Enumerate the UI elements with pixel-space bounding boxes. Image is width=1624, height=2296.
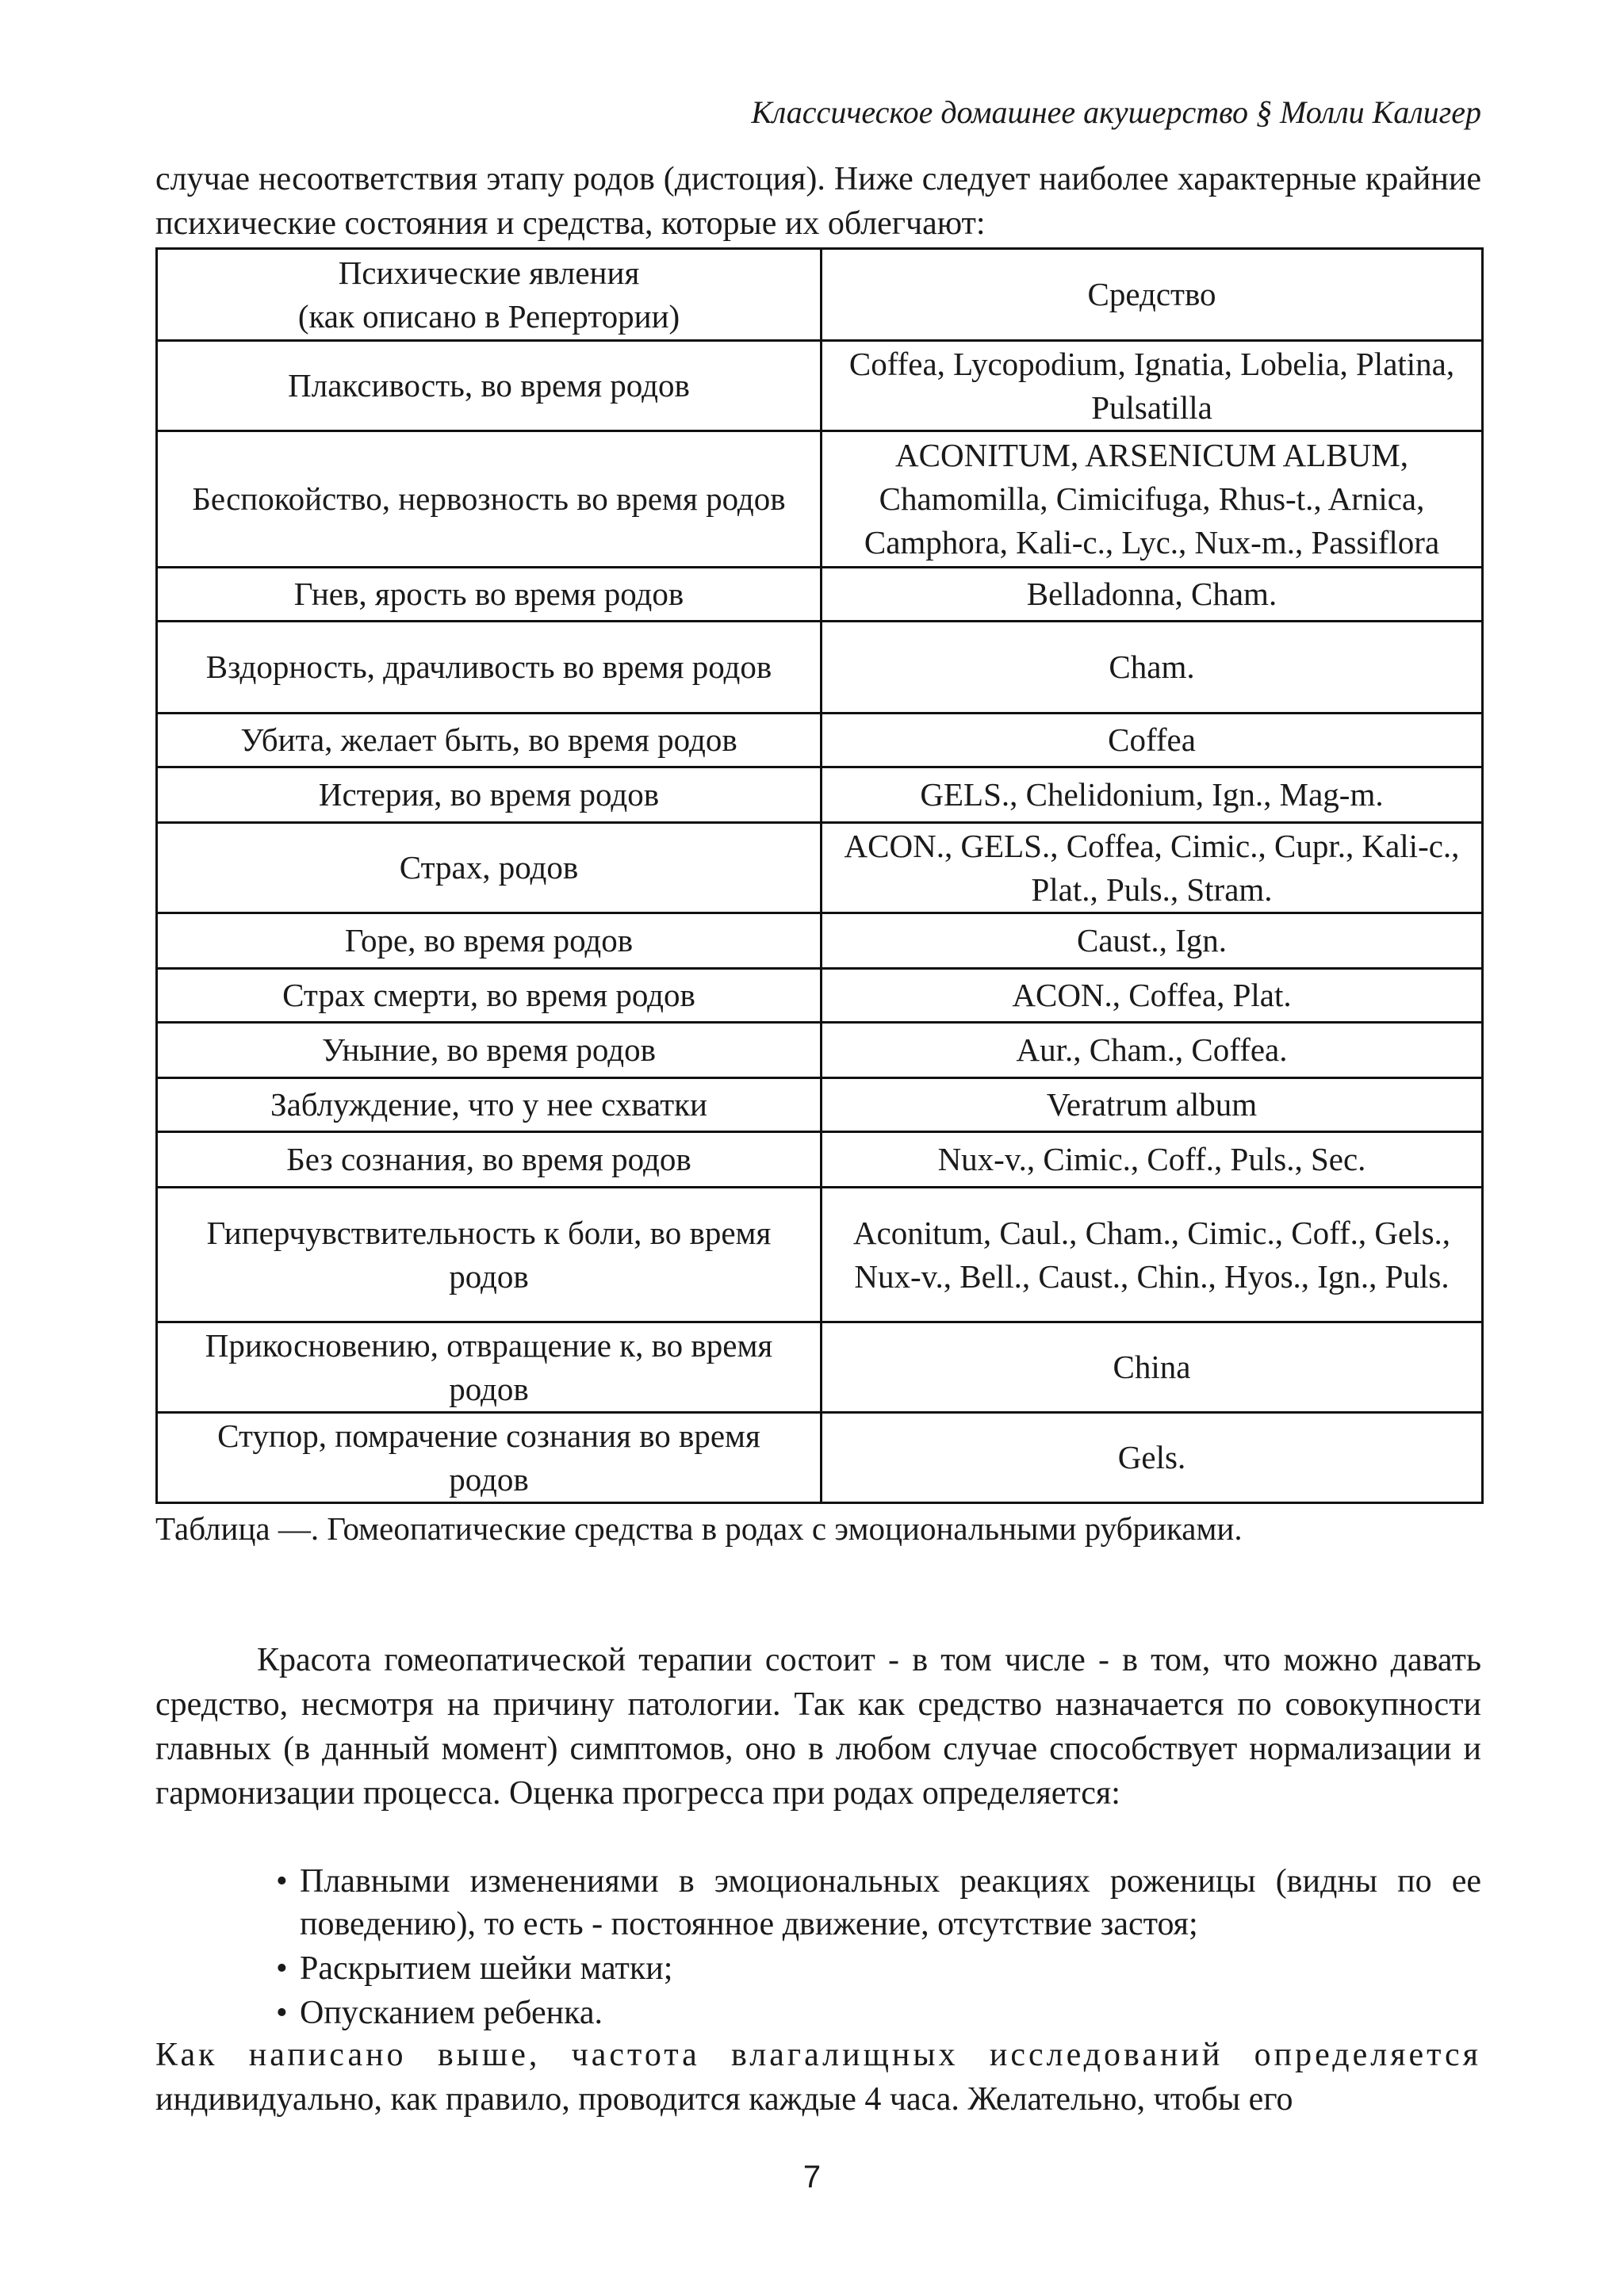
intro-paragraph: случае несоответствия этапу родов (дистоция). Ниже следует наиболее характерные крайние психические состояния и средства, которые их облегчают: bbox=[155, 161, 1481, 242]
symptom-cell: Вздорность, драчливость во время родов bbox=[157, 622, 822, 714]
list-item-text: Раскрытием шейки матки; bbox=[300, 1950, 673, 1987]
body-paragraph: Красота гомеопатической терапии состоит - в том числе - в том, что можно давать средство, несмотря на причину патологии. Так как средство назначается по совокупности главных (в данный момент) симптомов, оно в любом случае способствует нормализации и гармонизации процесса. Оценка прогресса при родах определяется: bbox=[155, 1642, 1481, 1812]
list-item-text: Опусканием ребенка. bbox=[300, 1995, 603, 2031]
remedy-cell: Cham. bbox=[822, 622, 1483, 714]
list-item bbox=[276, 1992, 1481, 2034]
header-mental-phenomena-line2: (как описано в Репертории) bbox=[297, 297, 680, 335]
list-item bbox=[276, 1860, 1481, 1946]
remedy-cell: Belladonna, Cham. bbox=[822, 568, 1483, 622]
symptom-cell: Страх, родов bbox=[157, 823, 822, 913]
symptom-cell: Гнев, ярость во время родов bbox=[157, 568, 822, 622]
remedy-cell: Coffea bbox=[822, 714, 1483, 767]
table-caption: Таблица —. Гомеопатические средства в родах с эмоциональными рубриками. bbox=[155, 1510, 1243, 1547]
table-row bbox=[157, 823, 1483, 913]
table-row bbox=[157, 1023, 1483, 1078]
remedy-cell: ACON., Coffea, Plat. bbox=[822, 969, 1483, 1023]
table-row bbox=[157, 568, 1483, 622]
running-header: Классическое домашнее акушерство § Молли Калигер bbox=[751, 94, 1481, 130]
header-mental-phenomena-line1: Психические явления bbox=[338, 254, 640, 291]
closing-paragraph bbox=[155, 2033, 1481, 2122]
closing-line-1: Как написано выше, частота влагалищных исследований определяется bbox=[155, 2037, 1481, 2073]
symptom-cell: Истерия, во время родов bbox=[157, 767, 822, 823]
table-row bbox=[157, 1132, 1483, 1188]
table-row bbox=[157, 1322, 1483, 1413]
table-row bbox=[157, 1188, 1483, 1322]
header-mental-phenomena bbox=[157, 249, 822, 341]
header-remedy: Средство bbox=[822, 249, 1483, 341]
table-row bbox=[157, 1078, 1483, 1132]
list-item-text: Плавными изменениями в эмоциональных реакциях роженицы (видны по ее поведению), то есть - постоянное движение, отсутствие застоя; bbox=[300, 1863, 1481, 1942]
symptom-cell: Плаксивость, во время родов bbox=[157, 341, 822, 431]
symptom-cell: Горе, во время родов bbox=[157, 913, 822, 969]
list-item bbox=[276, 1947, 1481, 1990]
table-row bbox=[157, 622, 1483, 714]
symptom-cell: Ступор, помрачение сознания во время родов bbox=[157, 1413, 822, 1503]
table-row bbox=[157, 431, 1483, 568]
remedy-cell: ACON., GELS., Coffea, Cimic., Cupr., Kali-c., Plat., Puls., Stram. bbox=[822, 823, 1483, 913]
table-row bbox=[157, 913, 1483, 969]
remedy-cell: Aconitum, Caul., Cham., Cimic., Coff., Gels., Nux-v., Bell., Caust., Chin., Hyos., Ign., Puls. bbox=[822, 1188, 1483, 1322]
table-row bbox=[157, 969, 1483, 1023]
remedy-cell: Nux-v., Cimic., Coff., Puls., Sec. bbox=[822, 1132, 1483, 1188]
symptom-cell: Беспокойство, нервозность во время родов bbox=[157, 431, 822, 568]
bullet-icon: • bbox=[276, 1995, 288, 2031]
remedy-cell: Gels. bbox=[822, 1413, 1483, 1503]
page-number: 7 bbox=[802, 2160, 822, 2195]
remedy-cell: ACONITUM, ARSENICUM ALBUM, Chamomilla, Cimicifuga, Rhus-t., Arnica, Camphora, Kali-c., Lyc., Nux-m., Passiflora bbox=[822, 431, 1483, 568]
table-row bbox=[157, 714, 1483, 767]
remedy-cell: China bbox=[822, 1322, 1483, 1413]
remedy-cell: Veratrum album bbox=[822, 1078, 1483, 1132]
remedy-cell: Aur., Cham., Coffea. bbox=[822, 1023, 1483, 1078]
symptom-cell: Гиперчувствительность к боли, во время родов bbox=[157, 1188, 822, 1322]
symptom-cell: Прикосновению, отвращение к, во время родов bbox=[157, 1322, 822, 1413]
remedies-table-container bbox=[155, 247, 1481, 1504]
symptom-cell: Уныние, во время родов bbox=[157, 1023, 822, 1078]
table-header-row bbox=[157, 249, 1483, 341]
table-row bbox=[157, 767, 1483, 823]
closing-line-2: индивидуально, как правило, проводится каждые 4 часа. Желательно, чтобы его bbox=[155, 2081, 1293, 2118]
remedies-table bbox=[155, 247, 1484, 1504]
bullet-icon: • bbox=[276, 1863, 288, 1900]
table-row bbox=[157, 341, 1483, 431]
symptom-cell: Без сознания, во время родов bbox=[157, 1132, 822, 1188]
progress-criteria-list bbox=[276, 1860, 1481, 2036]
bullet-icon: • bbox=[276, 1950, 288, 1987]
symptom-cell: Страх смерти, во время родов bbox=[157, 969, 822, 1023]
remedy-cell: Coffea, Lycopodium, Ignatia, Lobelia, Platina, Pulsatilla bbox=[822, 341, 1483, 431]
remedy-cell: GELS., Chelidonium, Ign., Mag-m. bbox=[822, 767, 1483, 823]
table-row bbox=[157, 1413, 1483, 1503]
remedy-cell: Caust., Ign. bbox=[822, 913, 1483, 969]
symptom-cell: Заблуждение, что у нее схватки bbox=[157, 1078, 822, 1132]
symptom-cell: Убита, желает быть, во время родов bbox=[157, 714, 822, 767]
